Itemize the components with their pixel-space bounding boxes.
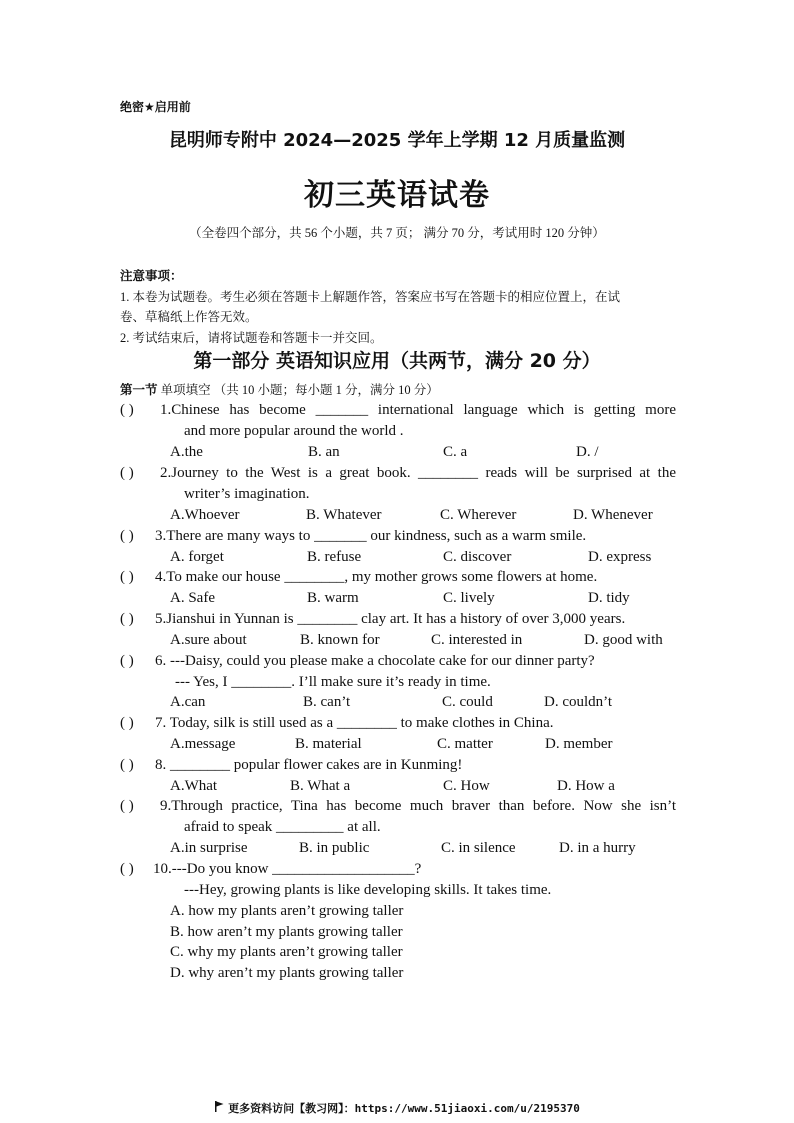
option-d[interactable]: D. why aren’t my plants growing taller (170, 965, 404, 981)
question-stem: 5.Jianshui in Yunnan is ________ clay art. It has a history of over 3,000 years. (155, 611, 626, 627)
part-one-title: 第一部分 英语知识应用（共两节，满分 20 分） (193, 350, 601, 372)
option-c[interactable]: C. discover (443, 549, 512, 565)
footer-link[interactable] (0, 1100, 794, 1116)
question-stem: 9.Through practice, Tina has become much braver than before. Now she isn’t (160, 798, 676, 814)
option-b[interactable]: B. how aren’t my plants growing taller (170, 924, 403, 940)
answer-bracket[interactable]: ( ) (120, 402, 134, 418)
question-stem-continued: ---Hey, growing plants is like developing skills. It takes time. (184, 882, 552, 898)
flag-icon (214, 1101, 224, 1115)
notice-line-3: 2. 考试结束后，请将试题卷和答题卡一并交回。 (120, 331, 383, 345)
option-b[interactable]: B. warm (307, 590, 359, 606)
school-title: 昆明师专附中 2024—2025 学年上学期 12 月质量监测 (168, 130, 626, 151)
answer-bracket[interactable]: ( ) (120, 757, 134, 773)
question-stem: 3.There are many ways to _______ our kindness, such as a warm smile. (155, 528, 587, 544)
option-b[interactable]: B. an (308, 444, 340, 460)
option-a[interactable]: A.in surprise (170, 840, 248, 856)
notice-heading: 注意事项： (120, 268, 183, 283)
option-c[interactable]: C. interested in (431, 632, 523, 648)
option-d[interactable]: D. member (545, 736, 613, 752)
answer-bracket[interactable]: ( ) (120, 528, 134, 544)
option-c[interactable]: C. could (442, 694, 493, 710)
answer-bracket[interactable]: ( ) (120, 715, 134, 731)
option-b[interactable]: B. What a (290, 778, 351, 794)
option-c[interactable]: C. matter (437, 736, 493, 752)
question-stem: 8. ________ popular flower cakes are in Kunming! (155, 757, 463, 773)
option-b[interactable]: B. known for (300, 632, 380, 648)
option-a[interactable]: A. Safe (170, 590, 215, 606)
option-c[interactable]: C. Wherever (440, 507, 517, 523)
answer-bracket[interactable]: ( ) (120, 653, 134, 669)
question-stem: 10.---Do you know ___________________? (153, 861, 422, 877)
question-stem-continued: writer’s imagination. (184, 486, 310, 502)
option-c[interactable]: C. why my plants aren’t growing taller (170, 944, 403, 960)
exam-title: 初三英语试卷 (304, 178, 490, 213)
option-d[interactable]: D. good with (584, 632, 663, 648)
question-stem: 6. ---Daisy, could you please make a chocolate cake for our dinner party? (155, 653, 595, 669)
question-stem-continued: and more popular around the world . (184, 423, 404, 439)
option-a[interactable]: A.can (170, 694, 206, 710)
option-d[interactable]: D. express (588, 549, 652, 565)
option-d[interactable]: D. Whenever (573, 507, 653, 523)
question-stem: 4.To make our house ________, my mother grows some flowers at home. (155, 569, 598, 585)
option-b[interactable]: B. can’t (303, 694, 351, 710)
question-stem: 2.Journey to the West is a great book. ________ reads will be surprised at the (160, 465, 676, 481)
option-b[interactable]: B. Whatever (306, 507, 382, 523)
confidential-label: 绝密★启用前 (120, 100, 191, 114)
option-a[interactable]: A.Whoever (170, 507, 240, 523)
answer-bracket[interactable]: ( ) (120, 611, 134, 627)
option-a[interactable]: A.sure about (170, 632, 247, 648)
section-label: 第一节 (120, 382, 158, 397)
option-d[interactable]: D. in a hurry (559, 840, 636, 856)
option-a[interactable]: A.the (170, 444, 203, 460)
option-a[interactable]: A. how my plants aren’t growing taller (170, 903, 404, 919)
notice-line-1: 1. 本卷为试题卷。考生必须在答题卡上解题作答，答案应书写在答题卡的相应位置上，在试 (120, 290, 621, 304)
option-b[interactable]: B. in public (299, 840, 370, 856)
notice-line-2: 卷、草稿纸上作答无效。 (120, 310, 258, 324)
section-description: 单项填空 （共 10 小题；每小题 1 分，满分 10 分） (157, 383, 439, 397)
option-d[interactable]: D. couldn’t (544, 694, 613, 710)
option-c[interactable]: C. in silence (441, 840, 516, 856)
question-stem-continued: --- Yes, I ________. I’ll make sure it’s ready in time. (175, 674, 491, 690)
section-one-title (120, 380, 439, 398)
option-c[interactable]: C. a (443, 444, 468, 460)
answer-bracket[interactable]: ( ) (120, 861, 134, 877)
answer-bracket[interactable]: ( ) (120, 569, 134, 585)
answer-bracket[interactable]: ( ) (120, 465, 134, 481)
question-stem: 7. Today, silk is still used as a ________ to make clothes in China. (155, 715, 554, 731)
option-b[interactable]: B. refuse (307, 549, 362, 565)
option-c[interactable]: C. How (443, 778, 490, 794)
option-a[interactable]: A. forget (170, 549, 224, 565)
exam-meta: （全卷四个部分，共 56 个小题，共 7 页； 满分 70 分，考试用时 120 分钟） (189, 226, 605, 240)
answer-bracket[interactable]: ( ) (120, 798, 134, 814)
option-c[interactable]: C. lively (443, 590, 495, 606)
option-d[interactable]: D. tidy (588, 590, 630, 606)
option-d[interactable]: D. / (576, 444, 599, 460)
footer-text: 更多资料访问【教习网】：https://www.51jiaoxi.com/u/2195370 (228, 1102, 580, 1115)
option-a[interactable]: A.What (170, 778, 218, 794)
option-a[interactable]: A.message (170, 736, 236, 752)
question-stem-continued: afraid to speak _________ at all. (184, 819, 381, 835)
option-b[interactable]: B. material (295, 736, 362, 752)
option-d[interactable]: D. How a (557, 778, 615, 794)
question-stem: 1.Chinese has become _______ international language which is getting more (160, 402, 676, 418)
